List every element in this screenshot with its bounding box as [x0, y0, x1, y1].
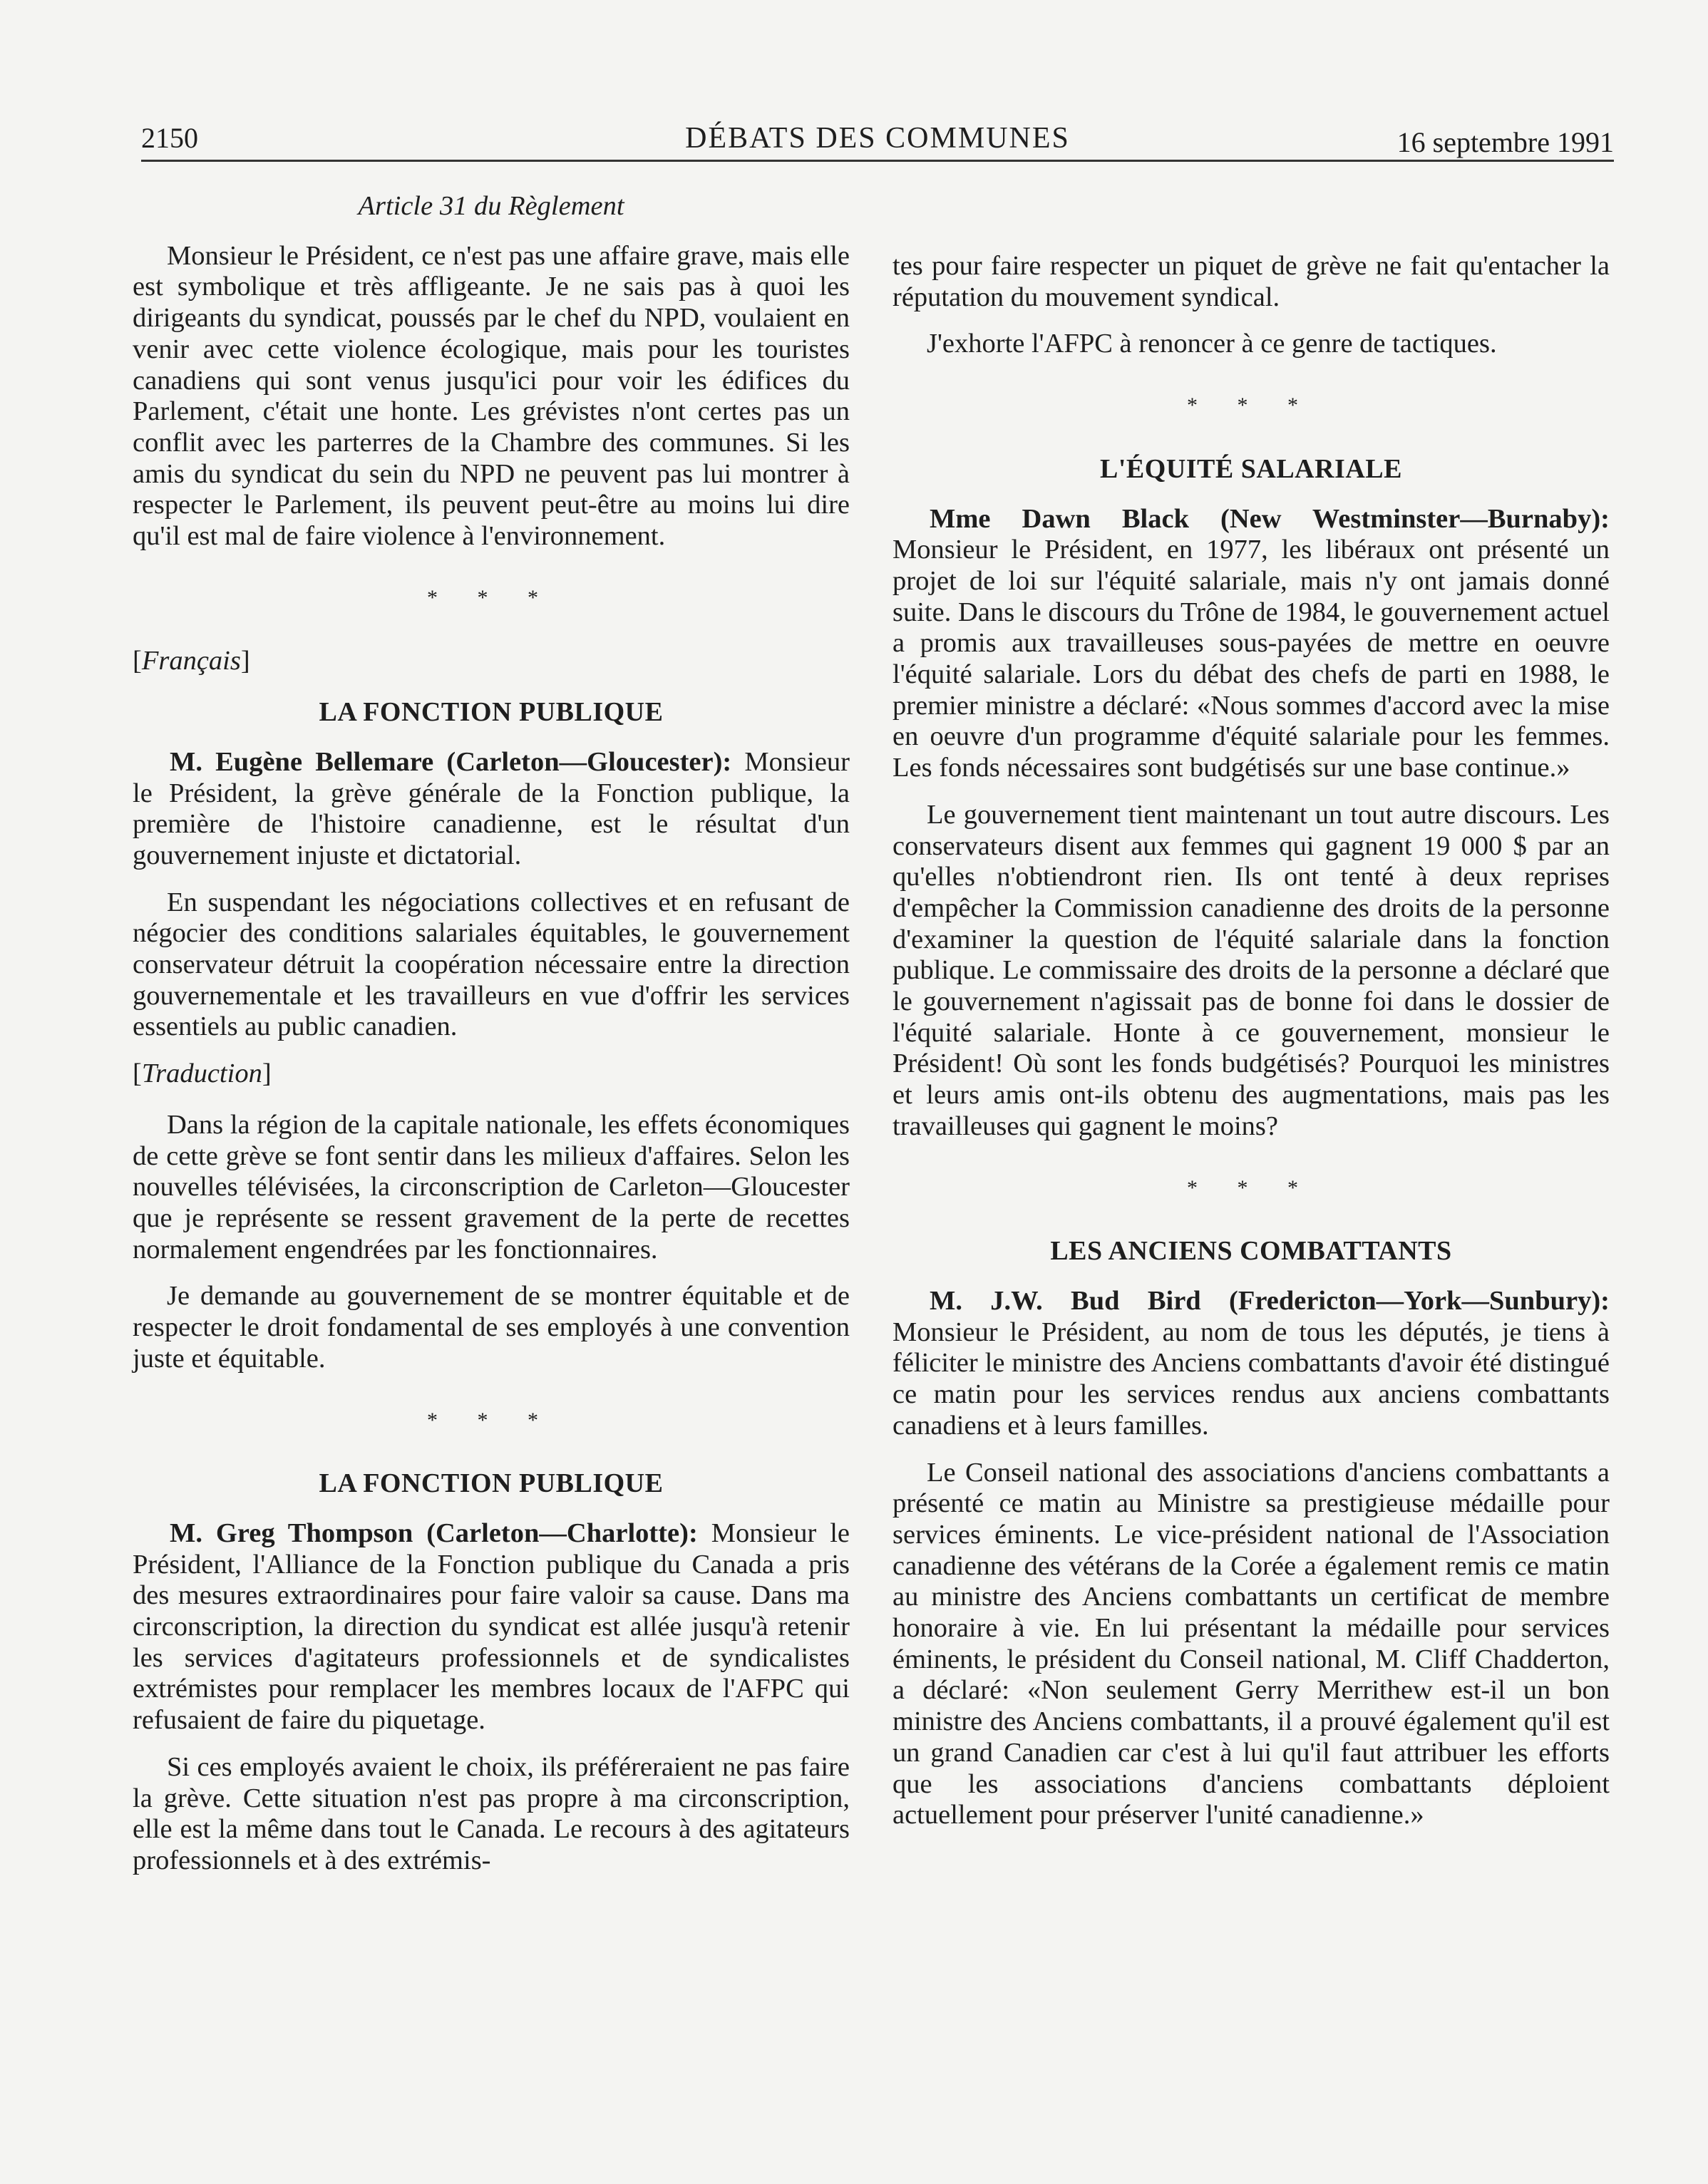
paragraph: J'exhorte l'AFPC à renoncer à ce genre de tactiques. [927, 329, 1497, 359]
speaker-name: M. Greg Thompson (Carleton—Charlotte): [170, 1518, 698, 1548]
speech-text: Monsieur le Président, au nom de tous les députés, je tiens à féliciter le ministre des Anciens combattants d'avoir été distingué ce matin pour les services rendus aux anciens combattants canadiens et à leurs familles. [892, 1317, 1610, 1441]
paragraph [892, 504, 1610, 784]
paragraph [892, 1286, 1610, 1442]
speaker-name: Mme Dawn Black (New Westminster—Burnaby): [930, 503, 1610, 534]
section-separator: * * * [1187, 1175, 1315, 1200]
paragraph: Dans la région de la capitale nationale, les effets économiques de cette grève se font sentir dans les milieux d'affaires. Selon les nouvelles télévisées, la circonscription de Carleton—Gloucester que je représente se ressent gravement de la perte de recettes normalement engendrées par les fonctionnaires. [133, 1109, 850, 1264]
paragraph: tes pour faire respecter un piquet de grève ne fait qu'entacher la réputation du mouvement syndical. [892, 251, 1610, 312]
page-number: 2150 [141, 122, 198, 154]
paragraph: Monsieur le Président, ce n'est pas une affaire grave, mais elle est symbolique et très affligeante. Je ne sais pas à quoi les dirigeants du syndicat, poussés par le chef du NPD, voulaient en venir avec cette violence écologique, mais pour les touristes canadiens qui sont venus jusqu'ici pour voir les édifices du Parlement, c'était une honte. Les grévistes n'ont certes pas un conflit avec les parterres de la Chambre des communes. Si les amis du syndicat du sein du NPD ne peuvent pas lui montrer à respecter le Parlement, ils peuvent peut-être au moins lui dire qu'il est mal de faire violence à l'environnement. [133, 240, 850, 552]
speaker-name: M. J.W. Bud Bird (Fredericton—York—Sunbury): [930, 1285, 1610, 1316]
section-title: Article 31 du Règlement [358, 191, 624, 221]
paragraph: Si ces employés avaient le choix, ils préféreraient ne pas faire la grève. Cette situation n'est pas propre à ma circonscription, elle est la même dans tout le Canada. Le recours à des agitateurs professionnels et à des extrémis- [133, 1751, 850, 1875]
speech-text: Monsieur le Président, la grève générale de la Fonction publique, la première de l'histoire canadienne, est le résultat d'un gouvernement injuste et dictatorial. [133, 746, 850, 870]
language-marker: [Traduction] [133, 1058, 272, 1089]
speech-text: Monsieur le Président, l'Alliance de la Fonction publique du Canada a pris des mesures extraordinaires pour faire valoir sa cause. Dans ma circonscription, la direction du syndicat est allée jusqu'à retenir les services d'agitateurs professionnels et de syndicalistes extrémistes pour remplacer les membres locaux de l'AFPC qui refusaient de faire du piquetage. [133, 1518, 850, 1736]
section-separator: * * * [1187, 393, 1315, 418]
header-rule [141, 160, 1614, 162]
publication-date: 16 septembre 1991 [1396, 126, 1614, 158]
publication-title: DÉBATS DES COMMUNES [685, 122, 1070, 155]
language-marker: [Français] [133, 646, 250, 676]
page-header [141, 120, 1614, 163]
section-heading: LA FONCTION PUBLIQUE [319, 1468, 664, 1499]
section-separator: * * * [427, 585, 555, 609]
left-column [133, 191, 850, 1892]
paragraph [133, 1518, 850, 1736]
language-label: Français [141, 646, 241, 676]
paragraph: Le Conseil national des associations d'anciens combattants a présenté ce matin au Ministre sa prestigieuse médaille pour services éminents. Le vice-président national de l'Association canadienne des vétérans de la Corée a également remis ce matin au ministre des Anciens combattants un certificat de membre honoraire à vie. En lui présentant la médaille pour services éminents, le président du Conseil national, M. Cliff Chadderton, a déclaré: «Non seulement Gerry Merrithew est-il un bon ministre des Anciens combattants, il a prouvé également qu'il est un grand Canadien car c'est à lui qu'il faut attribuer les efforts que les associations d'anciens combattants déploient actuellement pour préserver l'unité canadienne.» [892, 1457, 1610, 1830]
language-label: Traduction [141, 1058, 262, 1089]
section-separator: * * * [427, 1408, 555, 1432]
section-heading: L'ÉQUITÉ SALARIALE [1100, 453, 1402, 484]
section-heading: LA FONCTION PUBLIQUE [319, 697, 664, 728]
speech-text: Monsieur le Président, en 1977, les libéraux ont présenté un projet de loi sur l'équité salariale, mais n'y ont jamais donné suite. Dans le discours du Trône de 1984, le gouvernement actuel a promis aux travailleuses sous-payées de mettre en oeuvre l'équité salariale. Lors du débat des chefs de parti en 1988, le premier ministre a déclaré: «Nous sommes d'accord avec la mise en oeuvre d'un programme d'équité salariale pour les femmes. Les fonds nécessaires sont budgétisés sur une base continue.» [892, 535, 1610, 783]
section-heading: LES ANCIENS COMBATTANTS [1050, 1236, 1452, 1267]
paragraph: Le gouvernement tient maintenant un tout autre discours. Les conservateurs disent aux femmes qui gagnent 19 000 $ par an qu'elles n'obtiendront rien. Ils ont tenté à deux reprises d'empêcher la Commission canadienne des droits de la personne d'examiner la question de l'équité salariale dans la fonction publique. Le commissaire des droits de la personne a déclaré que le gouvernement n'agissait pas de bonne foi dans le dossier de l'équité salariale. Honte à ce gouvernement, monsieur le Président! Où sont les fonds budgétisés? Pourquoi les ministres et leurs amis ont-ils obtenu des augmentations, mais pas les travailleuses qui gagnent le moins? [892, 799, 1610, 1141]
paragraph [133, 747, 850, 872]
paragraph: Je demande au gouvernement de se montrer équitable et de respecter le droit fondamental de ses employés à une convention juste et équitable. [133, 1281, 850, 1374]
right-column [892, 251, 1610, 1847]
paragraph: En suspendant les négociations collectives et en refusant de négocier des conditions salariales équitables, le gouvernement conservateur détruit la coopération nécessaire entre la direction gouvernementale et les travailleurs en vue d'offrir les services essentiels au public canadien. [133, 887, 850, 1042]
speaker-name: M. Eugène Bellemare (Carleton—Gloucester): [170, 746, 732, 777]
